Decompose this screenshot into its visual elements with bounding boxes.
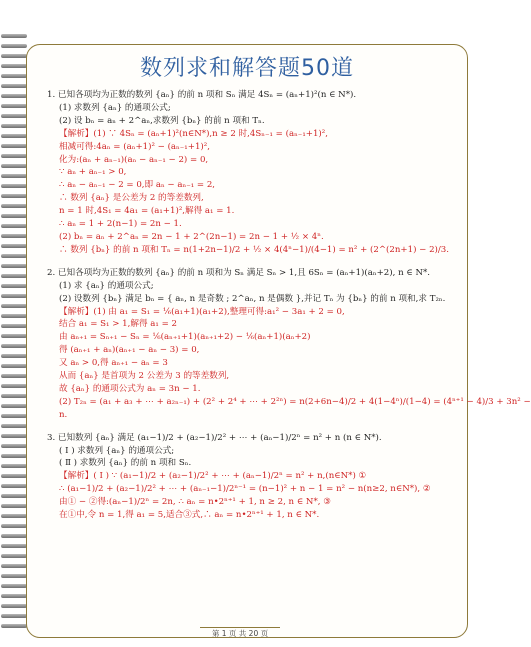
spiral-ring [1, 54, 27, 58]
spiral-ring [1, 374, 27, 378]
spiral-ring [1, 34, 27, 38]
spiral-ring [1, 124, 27, 128]
spiral-ring [1, 574, 27, 578]
spiral-ring [1, 224, 27, 228]
spiral-ring [1, 44, 27, 48]
spiral-ring [1, 564, 27, 568]
spiral-ring [1, 294, 27, 298]
problem-2-solution-line: 由 aₙ₊₁ = Sₙ₊₁ − Sₙ = ⅙(aₙ₊₁+1)(aₙ₊₁+2) − ⅙(aₙ+1)(aₙ+2) [59, 332, 311, 343]
problem-2-solution-line: 得 (aₙ₊₁ + aₙ)(aₙ₊₁ − aₙ − 3) = 0, [59, 345, 200, 356]
spiral-ring [1, 504, 27, 508]
problem-1-solution-line: ∴ aₙ − aₙ₋₁ − 2 = 0,即 aₙ − aₙ₋₁ = 2, [59, 180, 216, 191]
spiral-ring [1, 114, 27, 118]
spiral-ring [1, 64, 27, 68]
spiral-ring [1, 354, 27, 358]
page-title: 数列求和解答题50道 [140, 56, 354, 81]
problem-3-solution-line: 【解析】( Ⅰ ) ∵ (a₁−1)/2 + (a₂−1)/2² + ⋯ + (aₙ−1)/2ⁿ = n² + n,(n∈N*) ① [59, 471, 367, 482]
page-footer: 第 1 页 共 20 页 [200, 627, 280, 642]
spiral-ring [1, 94, 27, 98]
problem-list [47, 89, 531, 522]
spiral-ring [1, 284, 27, 288]
spiral-ring [1, 484, 27, 488]
problem-1-stem: 1. 已知各项均为正数的数列 {aₙ} 的前 n 项和 Sₙ 满足 4Sₙ = (aₙ+1)²(n ∈ N*). [47, 90, 357, 100]
spiral-ring [1, 344, 27, 348]
problem-3-solution-line: 在①中,令 n = 1,得 a₁ = 5,适合③式,∴ aₙ = n•2ⁿ⁺¹ + 1, n ∈ N*. [59, 510, 320, 521]
spiral-ring [1, 104, 27, 108]
spiral-ring [1, 74, 27, 78]
spiral-ring [1, 314, 27, 318]
spiral-ring [1, 254, 27, 258]
spiral-ring [1, 244, 27, 248]
problem-2-solution-line: 【解析】(1) 由 a₁ = S₁ = ⅙(a₁+1)(a₁+2),整理可得:a₁² − 3a₁ + 2 = 0, [59, 306, 345, 317]
problem-1-solution-line: ∴ aₙ = 1 + 2(n−1) = 2n − 1. [59, 219, 182, 230]
spiral-ring [1, 204, 27, 208]
spiral-ring [1, 404, 27, 408]
problem-3-part-2: ( Ⅱ ) 求数列 {aₙ} 的前 n 项和 Sₙ. [59, 458, 192, 469]
spiral-ring [1, 534, 27, 538]
spiral-ring [1, 444, 27, 448]
problem-1-solution-line: ∴ 数列 {aₙ} 是公差为 2 的等差数列, [59, 193, 204, 204]
spiral-ring [1, 584, 27, 588]
spiral-ring [1, 624, 27, 628]
problem-1-solution-line: n = 1 时,4S₁ = 4a₁ = (a₁+1)²,解得 a₁ = 1. [59, 206, 235, 217]
problem-2-solution-line: 结合 a₁ = S₁ > 1,解得 a₁ = 2 [59, 319, 177, 330]
spiral-ring [1, 454, 27, 458]
spiral-ring [1, 474, 27, 478]
spiral-ring [1, 234, 27, 238]
problem-3-solution-line: ∴ (a₁−1)/2 + (a₂−1)/2² + ⋯ + (aₙ₋₁−1)/2ⁿ⁻¹ = (n−1)² + n − 1 = n² − n(n≥2, n∈N*), ② [59, 484, 431, 495]
spiral-ring [1, 614, 27, 618]
spiral-ring [1, 554, 27, 558]
problem-1-solution-line: ∴ 数列 {bₙ} 的前 n 项和 Tₙ = n(1+2n−1)/2 + ½ × 4(4ⁿ−1)/(4−1) = n² + (2^(2n+1) − 2)/3. [59, 244, 449, 255]
spiral-ring [1, 384, 27, 388]
problem-2-part-2: (2) 设数列 {bₙ} 满足 bₙ = { aₙ, n 是奇数 ; 2^aₙ, n 是偶数 },并记 Tₙ 为 {bₙ} 的前 n 项和,求 T₂ₙ. [59, 293, 446, 304]
problem-3-stem: 3. 已知数列 {aₙ} 满足 (a₁−1)/2 + (a₂−1)/2² + ⋯ + (aₙ−1)/2ⁿ = n² + n (n ∈ N*). [47, 432, 382, 443]
spiral-ring [1, 494, 27, 498]
problem-2-solution-line: (2) T₂ₙ = (a₁ + a₃ + ⋯ + a₂ₙ₋₁) + (2² + 2⁴ + ⋯ + 2²ⁿ) = n(2+6n−4)/2 + 4(1−4ⁿ)/(1−4) = (4ⁿ⁺¹ − 4)/3 + 3n² − [59, 396, 531, 407]
spiral-ring [1, 514, 27, 518]
problem-1-part-2: (2) 设 bₙ = aₙ + 2^aₙ,求数列 {bₙ} 的前 n 项和 Tₙ. [59, 115, 265, 126]
problem-1-solution-line: 相减可得:4aₙ = (aₙ+1)² − (aₙ₋₁+1)², [59, 141, 210, 152]
spiral-ring [1, 174, 27, 178]
spiral-ring [1, 214, 27, 218]
problem-1-solution-line: 【解析】(1) ∵ 4Sₙ = (aₙ+1)²(n∈N*),n ≥ 2 时,4Sₙ₋₁ = (aₙ₋₁+1)², [59, 128, 328, 139]
spiral-ring [1, 324, 27, 328]
spiral-ring [1, 414, 27, 418]
problem-2-solution-line: 故 {aₙ} 的通项公式为 aₙ = 3n − 1. [59, 383, 201, 394]
spiral-ring [1, 164, 27, 168]
spiral-ring [1, 304, 27, 308]
spiral-ring [1, 424, 27, 428]
problem-3-solution-line: 由① − ②得:(aₙ−1)/2ⁿ = 2n, ∴ aₙ = n•2ⁿ⁺¹ + 1, n ≥ 2, n ∈ N*, ③ [59, 497, 331, 508]
problem-1-solution-line: ∵ aₙ + aₙ₋₁ > 0, [59, 167, 127, 178]
problem-2-stem: 2. 已知各项均为正数的数列 {aₙ} 的前 n 项和为 Sₙ 满足 Sₙ > 1,且 6Sₙ = (aₙ+1)(aₙ+2), n ∈ N*. [47, 267, 430, 278]
problem-1-solution-line: 化为:(aₙ + aₙ₋₁)(aₙ − aₙ₋₁ − 2) = 0, [59, 154, 209, 165]
problem-3-part-1: ( Ⅰ ) 求数列 {aₙ} 的通项公式; [59, 445, 175, 456]
notebook-spiral-binding [0, 34, 28, 634]
problem-2-solution-line: 从而 {aₙ} 是首项为 2 公差为 3 的等差数列, [59, 371, 230, 382]
problem-2-part-1: (1) 求 {aₙ} 的通项公式; [59, 280, 154, 291]
problem-2-solution-line: 又 aₙ > 0,得 aₙ₊₁ − aₙ = 3 [59, 358, 168, 369]
spiral-ring [1, 274, 27, 278]
spiral-ring [1, 604, 27, 608]
spiral-ring [1, 84, 27, 88]
spiral-ring [1, 394, 27, 398]
problem-1-solution-line: (2) bₙ = aₙ + 2^aₙ = 2n − 1 + 2^(2n−1) = 2n − 1 + ½ × 4ⁿ. [59, 231, 324, 242]
problem-1-part-1: (1) 求数列 {aₙ} 的通项公式; [59, 102, 171, 113]
spiral-ring [1, 334, 27, 338]
spiral-ring [1, 464, 27, 468]
spiral-ring [1, 544, 27, 548]
spiral-ring [1, 524, 27, 528]
spiral-ring [1, 144, 27, 148]
spiral-ring [1, 434, 27, 438]
spiral-ring [1, 134, 27, 138]
problem-2-solution-line: n. [59, 409, 68, 420]
spiral-ring [1, 194, 27, 198]
spiral-ring [1, 264, 27, 268]
spiral-ring [1, 594, 27, 598]
spiral-ring [1, 364, 27, 368]
worksheet-page [26, 44, 531, 638]
spiral-ring [1, 184, 27, 188]
spiral-ring [1, 154, 27, 158]
